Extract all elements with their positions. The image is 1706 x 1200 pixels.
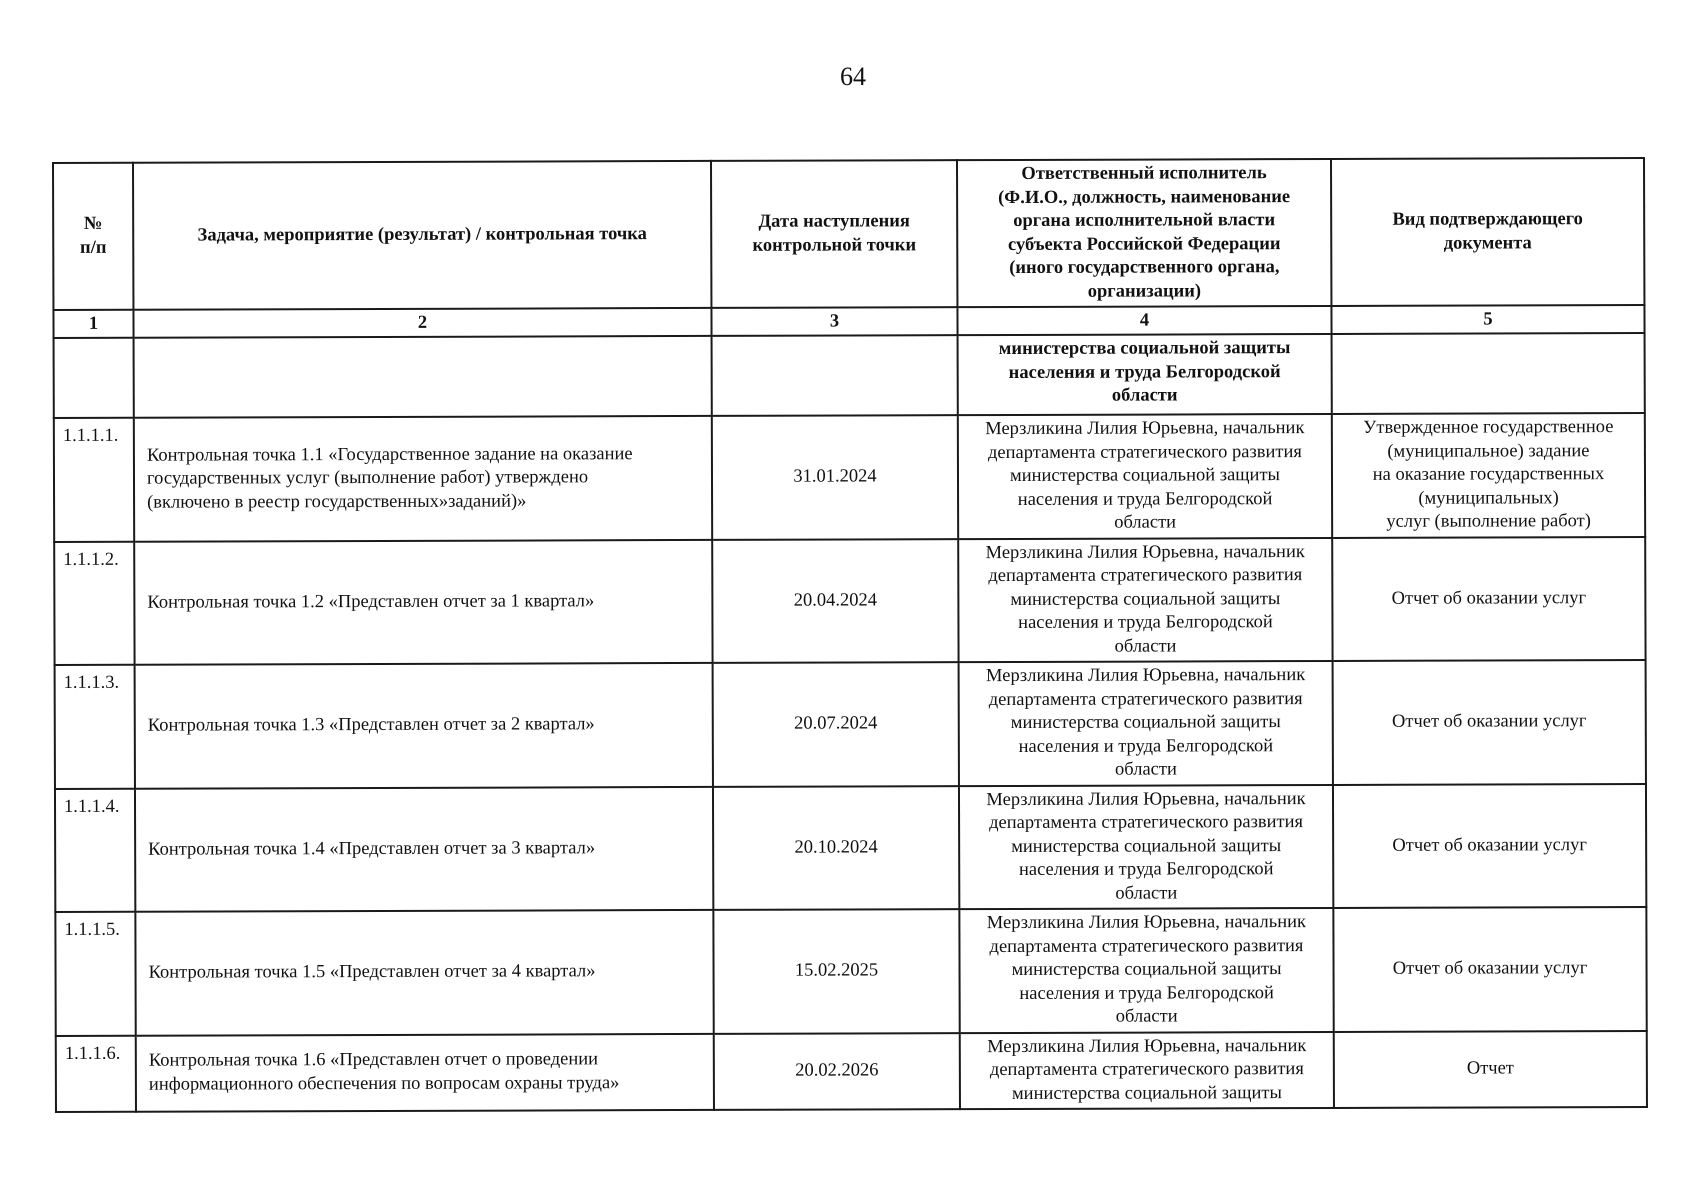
table-row bbox=[55, 783, 1646, 911]
control-points-table-wrap bbox=[52, 157, 1646, 1113]
text-line: департамента стратегического развития bbox=[988, 565, 1303, 587]
text-line: Мерзликина Лилия Юрьевна, начальник bbox=[987, 1035, 1307, 1057]
column-index: 1 bbox=[53, 310, 133, 338]
column-index: 2 bbox=[133, 308, 711, 338]
cell-task bbox=[134, 336, 712, 418]
text-line: Утвержденное государственное bbox=[1363, 417, 1614, 438]
text-line: Контрольная точка 1.4 «Представлен отчет за 3 квартал» bbox=[148, 837, 596, 860]
header-line: субъекта Российской Федерации bbox=[1007, 233, 1281, 255]
text-line: населения и труда Белгородской bbox=[1018, 612, 1273, 633]
text-line: (муниципальное) задание bbox=[1387, 440, 1590, 462]
cell-date: 15.02.2025 bbox=[713, 909, 959, 1033]
text-line: Отчет об оказании услуг bbox=[1392, 834, 1587, 856]
text-line: населения и труда Белгородской bbox=[1008, 361, 1281, 383]
text-line: населения и труда Белгородской bbox=[1019, 982, 1274, 1004]
header-cell-document bbox=[1331, 158, 1644, 306]
text-line: Мерзликина Лилия Юрьевна, начальник bbox=[986, 788, 1306, 810]
text-line: Контрольная точка 1.1 «Государственное задание на оказание bbox=[146, 443, 633, 466]
cell-date bbox=[712, 335, 958, 416]
cell-date: 20.10.2024 bbox=[713, 786, 959, 910]
text-line: Контрольная точка 1.2 «Представлен отчет за 1 квартал» bbox=[147, 590, 595, 613]
cell-responsible bbox=[959, 784, 1333, 909]
text-line: Отчет об оказании услуг bbox=[1391, 711, 1587, 732]
cell-task bbox=[134, 539, 712, 664]
text-line: области bbox=[1114, 512, 1177, 533]
text-line: Отчет об оказании услуг bbox=[1392, 958, 1588, 979]
cell-num: 1.1.1.3. bbox=[55, 665, 135, 789]
text-line: области bbox=[1114, 635, 1177, 657]
header-line: Ответственный исполнитель bbox=[1021, 163, 1267, 184]
text-line: Мерзликина Лилия Юрьевна, начальник bbox=[985, 418, 1305, 440]
cell-num bbox=[54, 338, 134, 418]
cell-num: 1.1.1.4. bbox=[55, 788, 135, 912]
cell-responsible bbox=[960, 1031, 1334, 1109]
table-row bbox=[54, 413, 1645, 541]
cell-date: 20.04.2024 bbox=[712, 539, 958, 663]
column-index: 5 bbox=[1331, 305, 1644, 334]
cell-document bbox=[1333, 783, 1646, 907]
cell-date: 31.01.2024 bbox=[712, 415, 958, 539]
text-line: области bbox=[1115, 882, 1178, 904]
text-line: Мерзликина Лилия Юрьевна, начальник bbox=[986, 912, 1307, 934]
header-line: п/п bbox=[80, 237, 107, 258]
column-index: 4 bbox=[957, 306, 1331, 335]
cell-responsible bbox=[959, 908, 1333, 1033]
header-cell-task bbox=[133, 161, 711, 310]
cell-document bbox=[1332, 536, 1645, 660]
cell-task bbox=[135, 786, 713, 911]
control-points-table bbox=[52, 157, 1648, 1113]
text-line: услуг (выполнение работ) bbox=[1386, 511, 1591, 532]
text-line: департамента стратегического развития bbox=[987, 441, 1302, 463]
header-line: контрольной точки bbox=[752, 234, 917, 256]
text-line: Отчет bbox=[1466, 1058, 1514, 1079]
text-line: министерства социальной защиты bbox=[1011, 959, 1282, 980]
cell-responsible bbox=[959, 661, 1333, 786]
cell-document bbox=[1333, 907, 1646, 1031]
text-line: министерства социальной защиты bbox=[998, 338, 1291, 360]
cell-responsible bbox=[958, 334, 1332, 415]
header-line: органа исполнительной власти bbox=[1013, 210, 1276, 231]
cell-task bbox=[136, 1033, 714, 1111]
table-row bbox=[56, 1030, 1647, 1111]
cell-document bbox=[1332, 333, 1645, 414]
cell-task bbox=[135, 910, 713, 1035]
text-line: области bbox=[1114, 759, 1177, 780]
header-cell-responsible bbox=[957, 159, 1331, 307]
text-line: (включено в реестр государственных»заданий)» bbox=[147, 491, 527, 513]
text-line: министерства социальной защиты bbox=[1010, 588, 1281, 610]
text-line: области bbox=[1111, 385, 1178, 406]
text-line: департамента стратегического развития bbox=[989, 1059, 1304, 1081]
header-line: (иного государственного органа, bbox=[1009, 257, 1280, 278]
cell-task bbox=[135, 663, 713, 788]
cell-task bbox=[134, 416, 712, 541]
text-line: Контрольная точка 1.5 «Представлен отчет за 4 квартал» bbox=[148, 961, 596, 983]
table-row bbox=[54, 536, 1645, 664]
page-number: 64 bbox=[840, 62, 866, 91]
text-line: министерства социальной защиты bbox=[1009, 465, 1280, 486]
text-line: Отчет об оказании услуг bbox=[1391, 587, 1587, 609]
cell-num: 1.1.1.5. bbox=[55, 912, 135, 1036]
header-line: (Ф.И.О., должность, наименование bbox=[998, 186, 1291, 208]
cell-responsible bbox=[958, 414, 1332, 539]
header-line: № bbox=[83, 213, 103, 234]
text-line: (муниципальных) bbox=[1418, 487, 1559, 509]
header-row bbox=[53, 158, 1644, 310]
text-line: Мерзликина Лилия Юрьевна, начальник bbox=[985, 541, 1305, 563]
text-line: области bbox=[1115, 1006, 1178, 1027]
header-cell-num bbox=[53, 163, 133, 310]
text-line: департамента стратегического развития bbox=[989, 812, 1304, 834]
cell-responsible bbox=[958, 537, 1332, 662]
cell-date: 20.02.2026 bbox=[714, 1033, 960, 1110]
text-line: населения и труда Белгородской bbox=[1017, 488, 1273, 510]
continuation-row bbox=[54, 333, 1645, 418]
header-line: Задача, мероприятие (результат) / контрольная точка bbox=[197, 223, 647, 246]
text-line: информационного обеспечения по вопросам охраны труда» bbox=[148, 1072, 620, 1095]
cell-num: 1.1.1.6. bbox=[56, 1035, 136, 1112]
text-line: департамента стратегического развития bbox=[989, 935, 1304, 957]
text-line: Контрольная точка 1.6 «Представлен отчет о проведении bbox=[148, 1049, 599, 1071]
text-line: населения и труда Белгородской bbox=[1018, 859, 1274, 880]
cell-num: 1.1.1.1. bbox=[54, 418, 134, 542]
text-line: министерства социальной защиты bbox=[1011, 835, 1282, 857]
header-line: Вид подтверждающего bbox=[1392, 209, 1583, 230]
table-row bbox=[55, 907, 1646, 1035]
text-line: Мерзликина Лилия Юрьевна, начальник bbox=[985, 665, 1306, 687]
text-line: населения и труда Белгородской bbox=[1018, 735, 1274, 757]
header-line: документа bbox=[1443, 232, 1532, 254]
text-line: министерства социальной защиты bbox=[1011, 1082, 1282, 1104]
table-row bbox=[55, 660, 1646, 788]
cell-document bbox=[1333, 660, 1646, 784]
cell-document bbox=[1334, 1030, 1647, 1107]
header-line: организации) bbox=[1087, 280, 1202, 302]
cell-document bbox=[1332, 413, 1645, 537]
text-line: министерства социальной защиты bbox=[1010, 712, 1281, 733]
text-line: государственных услуг (выполнение работ) утверждено bbox=[146, 467, 589, 489]
column-index: 3 bbox=[711, 307, 957, 336]
text-line: департамента стратегического развития bbox=[988, 688, 1303, 710]
text-line: на оказание государственных bbox=[1372, 464, 1605, 485]
header-cell-date bbox=[711, 160, 957, 308]
text-line: Контрольная точка 1.3 «Представлен отчет за 2 квартал» bbox=[147, 714, 595, 736]
cell-date: 20.07.2024 bbox=[713, 662, 959, 786]
cell-num: 1.1.1.2. bbox=[54, 541, 134, 665]
header-line: Дата наступления bbox=[758, 211, 910, 232]
